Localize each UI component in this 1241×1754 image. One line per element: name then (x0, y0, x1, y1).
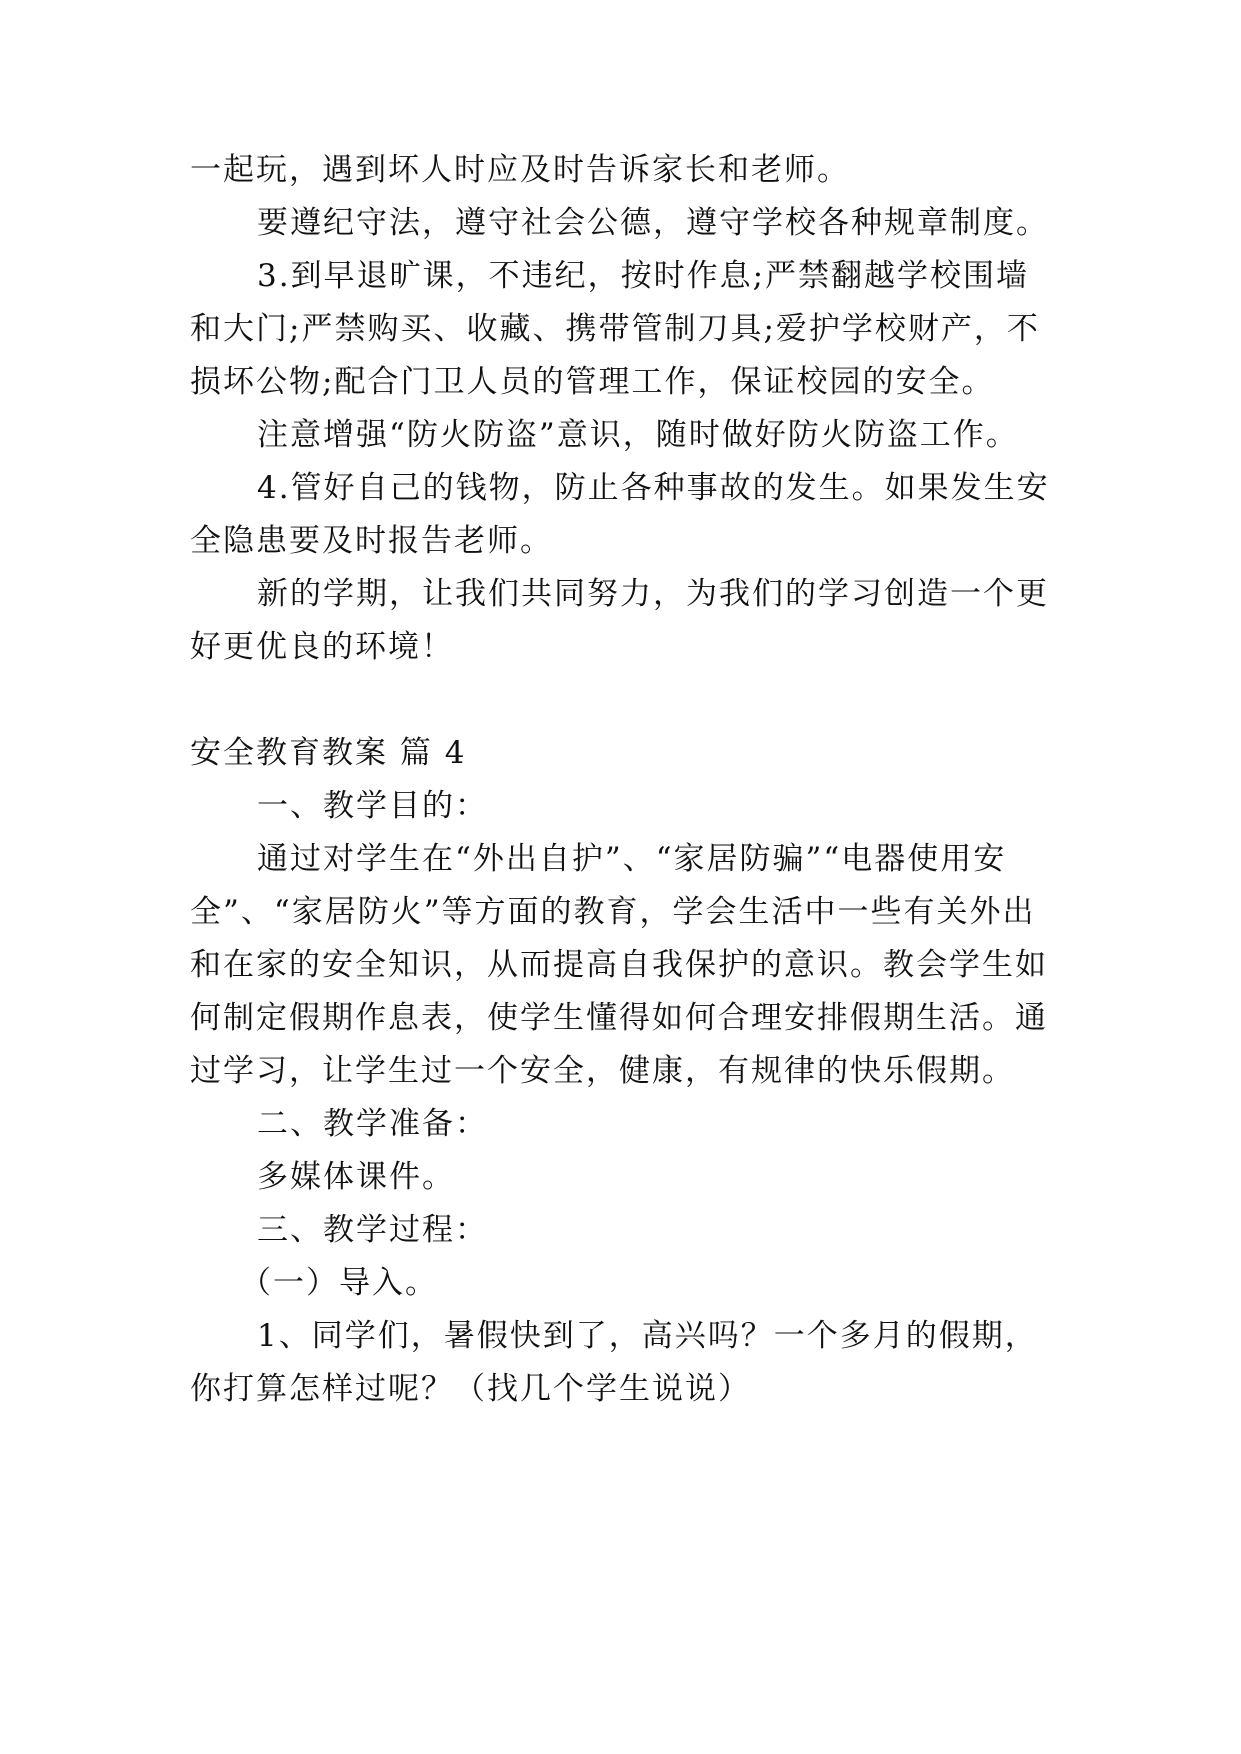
text-line: 和在家的安全知识，从而提高自我保护的意识。教会学生如 (190, 947, 1048, 983)
text-line: 1、同学们，暑假快到了，高兴吗？一个多月的假期， (257, 1318, 1038, 1354)
text-line: 通过对学生在“外出自护”、“家居防骗”“电器使用安 (257, 841, 1007, 877)
text-line: 损坏公物;配合门卫人员的管理工作，保证校园的安全。 (190, 364, 995, 400)
text-line: 一起玩，遇到坏人时应及时告诉家长和老师。 (190, 152, 850, 188)
text-line: 要遵纪守法，遵守社会公德，遵守学校各种规章制度。 (257, 205, 1049, 241)
text-line: 过学习，让学生过一个安全，健康，有规律的快乐假期。 (190, 1053, 1015, 1089)
subheading: 一、教学目的： (257, 788, 488, 824)
subheading: 二、教学准备： (257, 1106, 488, 1142)
text-line: 全”、“家居防火”等方面的教育，学会生活中一些有关外出 (190, 894, 1036, 930)
text-line: 新的学期，让我们共同努力，为我们的学习创造一个更 (257, 576, 1049, 612)
text-line: 全隐患要及时报告老师。 (190, 523, 553, 559)
subheading: （一）导入。 (240, 1265, 438, 1301)
subheading: 三、教学过程： (257, 1212, 488, 1248)
text-line: 注意增强“防火防盗”意识，随时做好防火防盗工作。 (257, 417, 1019, 453)
text-line: 多媒体课件。 (257, 1159, 455, 1195)
text-line: 4.管好自己的钱物，防止各种事故的发生。如果发生安 (257, 470, 1050, 506)
text-line: 你打算怎样过呢？（找几个学生说说） (190, 1371, 751, 1407)
text-line: 好更优良的环境！ (190, 629, 454, 665)
text-line: 何制定假期作息表，使学生懂得如何合理安排假期生活。通 (190, 1000, 1048, 1036)
section-heading: 安全教育教案 篇 4 (190, 735, 467, 771)
text-line: 3.到早退旷课，不违纪，按时作息;严禁翻越学校围墙 (257, 258, 1030, 294)
text-line: 和大门;严禁购买、收藏、携带管制刀具;爱护学校财产，不 (190, 311, 1040, 347)
